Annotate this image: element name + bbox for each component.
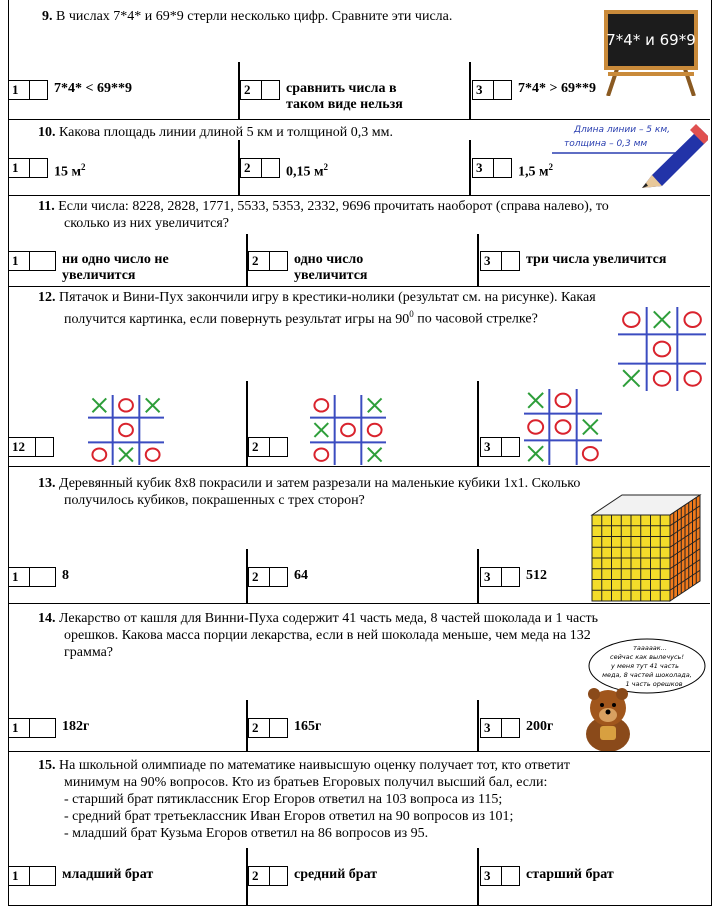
o-mark xyxy=(684,312,700,327)
answer-12-2[interactable]: 2 xyxy=(248,437,477,467)
x-mark xyxy=(623,370,639,386)
question-15-text: 15. На школьной олимпиаде по математике наивысшую оценку получает тот, кто ответит минимум на 90% вопросов. Кто из братьев Егоровых получил высший бал, если: - старший брат пятиклассник Егор Егоров ответил на 103 вопроса из 115; - средний брат третьеклассник Иван Егоров ответил на 90 вопросов из 101; - младший брат Кузьма Егоров ответил на 86 вопросов из 95. xyxy=(38,758,571,841)
question-13 xyxy=(8,466,710,603)
answer-15-1[interactable]: 1 младший брат xyxy=(8,866,246,896)
answer-13-2[interactable]: 2 64 xyxy=(248,567,477,597)
o-mark xyxy=(119,424,133,436)
o-mark xyxy=(556,420,571,433)
svg-text:сейчас как вылечусь!: сейчас как вылечусь! xyxy=(610,653,684,661)
svg-text:у меня тут 41 часть: у меня тут 41 часть xyxy=(611,662,679,670)
answer-13-3[interactable]: 3 512 xyxy=(480,567,590,597)
svg-text:1 часть орешков: 1 часть орешков xyxy=(625,680,683,688)
o-mark xyxy=(654,371,670,386)
o-mark xyxy=(119,399,133,411)
o-mark xyxy=(368,424,382,436)
tic-tac-toe-original xyxy=(616,305,708,393)
answer-9-3[interactable]: 3 7*4* > 69**9 xyxy=(472,80,702,110)
question-9-text: 9. В числах 7*4* и 69*9 стерли несколько цифр. Сравните эти числа. xyxy=(42,9,453,24)
x-mark xyxy=(314,423,328,437)
x-mark xyxy=(92,398,106,412)
answer-11-3[interactable]: 3 три числа увеличится xyxy=(480,251,710,281)
o-mark xyxy=(528,420,543,433)
question-14-text: 14. Лекарство от кашля для Винни-Пуха содержит 41 часть меда, 8 частей шоколада и 1 часть орешков. Какова масса порции лекарства, если в ней шоколада меньше, чем меда на 132 грамма? xyxy=(38,611,598,660)
rubik-cube-icon xyxy=(586,491,704,604)
x-mark xyxy=(583,420,598,435)
answer-10-1[interactable]: 1 15 $м^2$ xyxy=(8,158,238,188)
answer-11-1[interactable]: 1 ни одно число не увеличится xyxy=(8,251,246,281)
svg-text:тааааак...: тааааак... xyxy=(633,644,667,652)
svg-text:толщина – 0,3 мм: толщина – 0,3 мм xyxy=(564,139,648,149)
x-mark xyxy=(146,398,160,412)
answer-14-1[interactable]: 1 182г xyxy=(8,718,246,748)
question-11 xyxy=(8,195,710,286)
answer-9-1[interactable]: 1 7*4* < 69**9 xyxy=(8,80,238,110)
o-mark xyxy=(654,342,670,357)
o-mark xyxy=(314,399,328,411)
o-mark xyxy=(623,312,639,327)
question-12-text: 12. Пятачок и Вини-Пух закончили игру в крестики-нолики (результат см. на рисунке). Какая получится картинка, если повернуть результат игры на $90^0$ по часовой стрелке? xyxy=(38,290,596,327)
o-mark xyxy=(684,371,700,386)
question-9 xyxy=(8,0,710,119)
o-mark xyxy=(556,394,571,407)
question-11-text: 11. Если числа: 8228, 2828, 1771, 5533, 5353, 2332, 9696 прочитать наоборот (справа налево), то сколько из них увеличится? xyxy=(38,199,609,231)
answer-13-1[interactable]: 1 8 xyxy=(8,567,246,597)
answer-12-3[interactable]: 3 xyxy=(480,437,710,467)
question-13-text: 13. Деревянный кубик 8х8 покрасили и затем разрезали на маленькие кубики 1х1. Сколько получилось кубиков, покрашенных с трех сторон? xyxy=(38,476,581,508)
answer-11-2[interactable]: 2 одно число увеличится xyxy=(248,251,477,281)
svg-text:7*4* и 69*9: 7*4* и 69*9 xyxy=(606,31,696,49)
question-10-text: 10. Какова площадь линии длиной 5 км и толщиной 0,3 мм. xyxy=(38,125,393,140)
o-mark xyxy=(341,424,355,436)
answer-10-2[interactable]: 2 0,15 $м^2$ xyxy=(240,158,469,188)
winnie-pooh-icon xyxy=(578,682,638,752)
answer-14-2[interactable]: 2 165г xyxy=(248,718,477,748)
answer-15-3[interactable]: 3 старший брат xyxy=(480,866,710,896)
svg-text:меда, 8 частей шоколада,: меда, 8 частей шоколада, xyxy=(602,671,692,679)
question-12 xyxy=(8,286,710,466)
question-15 xyxy=(8,751,710,905)
answer-10-3[interactable]: 3 1,5 $м^2$ xyxy=(472,158,702,188)
svg-text:Длина линии – 5 км,: Длина линии – 5 км, xyxy=(574,125,670,135)
x-mark xyxy=(528,393,543,408)
question-14 xyxy=(8,603,710,751)
answer-15-2[interactable]: 2 средний брат xyxy=(248,866,477,896)
x-mark xyxy=(368,398,382,412)
x-mark xyxy=(654,311,670,327)
answer-14-3[interactable]: 3 200г xyxy=(480,718,580,748)
question-10 xyxy=(8,119,710,195)
answer-12-1[interactable]: 12 xyxy=(8,437,246,467)
answer-9-2[interactable]: 2 сравнить числа в таком виде нельзя xyxy=(240,80,469,110)
